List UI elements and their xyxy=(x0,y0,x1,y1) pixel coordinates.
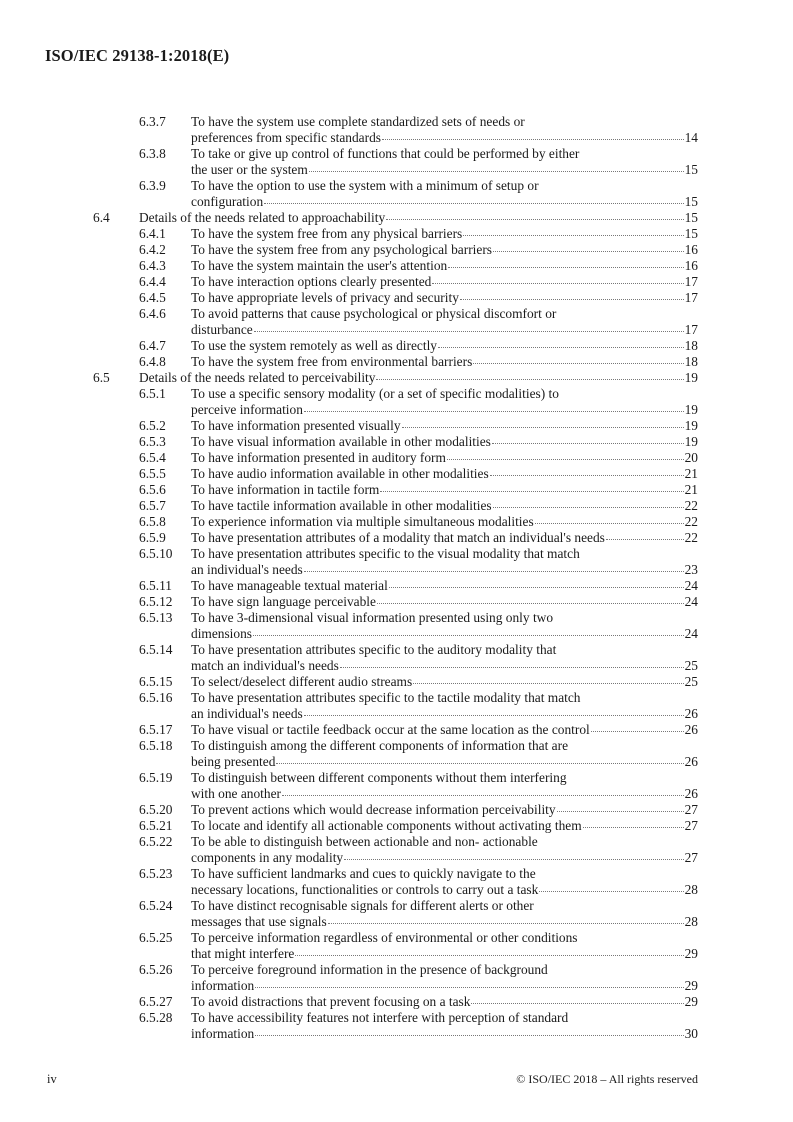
toc-entry[interactable] xyxy=(93,338,698,354)
toc-entry-page: 15 xyxy=(684,226,698,241)
dot-leader xyxy=(264,202,683,204)
toc-entry[interactable] xyxy=(93,802,698,818)
dot-leader xyxy=(282,794,684,796)
toc-entry-title-line: To have 3-dimensional visual information presented using only two xyxy=(191,610,554,625)
toc-entry[interactable] xyxy=(93,290,698,306)
toc-entry[interactable] xyxy=(93,210,698,226)
toc-entry[interactable] xyxy=(93,274,698,290)
dot-leader xyxy=(340,666,684,668)
dot-leader xyxy=(432,282,683,284)
toc-entry-title-line: To prevent actions which would decrease information perceivability xyxy=(191,802,556,817)
toc-entry-page: 26 xyxy=(684,706,698,721)
toc-entry-page: 15 xyxy=(684,162,698,177)
toc-entry-page: 28 xyxy=(684,914,698,929)
dot-leader xyxy=(377,602,684,604)
toc-entry-title-line: necessary locations, functionalities or controls to carry out a task xyxy=(191,882,539,897)
dot-leader xyxy=(447,458,684,460)
toc-entry-title-line: To perceive information regardless of environmental or other conditions xyxy=(191,930,578,945)
toc-entry-title-line: To have manageable textual material xyxy=(191,578,388,593)
toc-entry-page: 19 xyxy=(684,402,698,417)
toc-entry-title-line: To have sufficient landmarks and cues to quickly navigate to the xyxy=(191,866,536,881)
dot-leader xyxy=(413,682,683,684)
toc-entry-title-line: To have information in tactile form xyxy=(191,482,380,497)
toc-entry-page: 24 xyxy=(684,594,698,609)
toc-entry-number: 6.5.5 xyxy=(139,466,166,481)
toc-entry-title-line: information xyxy=(191,1026,255,1041)
dot-leader xyxy=(492,442,684,444)
toc-entry-number: 6.5.25 xyxy=(139,930,173,945)
toc-entry-title-line: To have appropriate levels of privacy and security xyxy=(191,290,459,305)
toc-entry-title-line: To take or give up control of functions that could be performed by either xyxy=(191,146,580,161)
toc-entry-number: 6.4.7 xyxy=(139,338,166,353)
toc-entry[interactable] xyxy=(93,178,698,210)
toc-entry-page: 16 xyxy=(684,242,698,257)
toc-entry-title-line: disturbance xyxy=(191,322,253,337)
toc-entry-number: 6.5.6 xyxy=(139,482,166,497)
table-of-contents xyxy=(93,114,698,1042)
toc-entry-title-line: match an individual's needs xyxy=(191,658,339,673)
toc-entry-page: 17 xyxy=(684,322,698,337)
toc-entry[interactable] xyxy=(93,722,698,738)
toc-entry[interactable] xyxy=(93,514,698,530)
toc-entry-page: 25 xyxy=(684,674,698,689)
toc-entry-page: 24 xyxy=(684,626,698,641)
toc-entry-number: 6.5.20 xyxy=(139,802,173,817)
toc-entry-title-line: preferences from specific standards xyxy=(191,130,381,145)
toc-entry-number: 6.5.19 xyxy=(139,770,173,785)
document-id-header: ISO/IEC 29138-1:2018(E) xyxy=(45,46,230,65)
toc-entry[interactable] xyxy=(93,226,698,242)
toc-entry-title-line: To have presentation attributes specific to the tactile modality that match xyxy=(191,690,581,705)
toc-entry-page: 17 xyxy=(684,290,698,305)
dot-leader xyxy=(255,986,683,988)
dot-leader xyxy=(490,474,684,476)
toc-entry[interactable] xyxy=(93,770,698,802)
copyright-notice: © ISO/IEC 2018 – All rights reserved xyxy=(516,1072,698,1086)
dot-leader xyxy=(254,330,684,332)
toc-entry-title-line: information xyxy=(191,978,255,993)
dot-leader xyxy=(606,538,684,540)
dot-leader xyxy=(344,858,684,860)
dot-leader xyxy=(438,346,684,348)
toc-entry-number: 6.5.15 xyxy=(139,674,173,689)
toc-entry-title-line: To distinguish among the different components of information that are xyxy=(191,738,569,753)
dot-leader xyxy=(309,170,684,172)
dot-leader xyxy=(448,266,683,268)
toc-entry-page: 17 xyxy=(684,274,698,289)
dot-leader xyxy=(380,490,683,492)
toc-entry-number: 6.5.2 xyxy=(139,418,166,433)
toc-entry-title-line: Details of the needs related to approachability xyxy=(139,210,386,225)
dot-leader xyxy=(402,426,684,428)
toc-entry-title-line: To have visual or tactile feedback occur at the same location as the control xyxy=(191,722,590,737)
toc-entry-page: 30 xyxy=(684,1026,698,1041)
toc-entry[interactable] xyxy=(93,482,698,498)
toc-entry-page: 22 xyxy=(684,514,698,529)
toc-entry-page: 27 xyxy=(684,802,698,817)
toc-entry-number: 6.4.3 xyxy=(139,258,166,273)
dot-leader xyxy=(535,522,684,524)
dot-leader xyxy=(382,138,684,140)
toc-entry[interactable] xyxy=(93,818,698,834)
toc-entry-title-line: To use the system remotely as well as directly xyxy=(191,338,437,353)
toc-entry-title-line: To have presentation attributes of a modality that match an individual's needs xyxy=(191,530,605,545)
toc-entry-number: 6.5.26 xyxy=(139,962,173,977)
toc-entry-title-line: To perceive foreground information in the presence of background xyxy=(191,962,548,977)
toc-entry-title-line: To have interaction options clearly presented xyxy=(191,274,432,289)
dot-leader xyxy=(463,234,683,236)
toc-entry-title-line: To have audio information available in other modalities xyxy=(191,466,489,481)
toc-entry-page: 26 xyxy=(684,722,698,737)
toc-entry-page: 27 xyxy=(684,818,698,833)
toc-entry[interactable] xyxy=(93,370,698,386)
toc-entry-title-line: an individual's needs xyxy=(191,706,303,721)
toc-entry-title-line: with one another xyxy=(191,786,281,801)
toc-entry-number: 6.5.9 xyxy=(139,530,166,545)
toc-entry-number: 6.5.22 xyxy=(139,834,173,849)
toc-entry-title-line: Details of the needs related to perceivability xyxy=(139,370,376,385)
toc-entry-page: 22 xyxy=(684,498,698,513)
toc-entry-title-line: being presented xyxy=(191,754,276,769)
toc-entry-page: 19 xyxy=(684,418,698,433)
toc-entry-number: 6.5.1 xyxy=(139,386,166,401)
toc-entry[interactable] xyxy=(93,610,698,642)
toc-entry[interactable] xyxy=(93,642,698,674)
toc-entry[interactable] xyxy=(93,546,698,578)
toc-entry-number: 6.4.8 xyxy=(139,354,166,369)
dot-leader xyxy=(557,810,684,812)
toc-entry[interactable] xyxy=(93,962,698,994)
toc-entry-title-line: To have presentation attributes specific to the visual modality that match xyxy=(191,546,580,561)
toc-entry-number: 6.4 xyxy=(93,210,110,225)
toc-entry-page: 19 xyxy=(684,434,698,449)
toc-entry-page: 18 xyxy=(684,354,698,369)
toc-entry-number: 6.5.13 xyxy=(139,610,173,625)
toc-entry-number: 6.5.4 xyxy=(139,450,166,465)
toc-entry[interactable] xyxy=(93,242,698,258)
toc-entry-page: 18 xyxy=(684,338,698,353)
toc-entry-page: 29 xyxy=(684,994,698,1009)
dot-leader xyxy=(389,586,684,588)
toc-entry-number: 6.5.24 xyxy=(139,898,173,913)
toc-entry[interactable] xyxy=(93,674,698,690)
toc-entry-title-line: To have the option to use the system with a minimum of setup or xyxy=(191,178,539,193)
toc-entry[interactable] xyxy=(93,594,698,610)
toc-entry-number: 6.5.27 xyxy=(139,994,173,1009)
toc-entry-number: 6.5.28 xyxy=(139,1010,173,1025)
toc-entry-title-line: To have sign language perceivable xyxy=(191,594,376,609)
toc-entry-title-line: dimensions xyxy=(191,626,253,641)
toc-entry-number: 6.5.3 xyxy=(139,434,166,449)
toc-entry-number: 6.5.10 xyxy=(139,546,173,561)
toc-entry-number: 6.4.5 xyxy=(139,290,166,305)
toc-entry-title-line: To have accessibility features not interfere with perception of standard xyxy=(191,1010,569,1025)
toc-entry-number: 6.5.17 xyxy=(139,722,173,737)
toc-entry-title-line: configuration xyxy=(191,194,264,209)
toc-entry-title-line: To avoid distractions that prevent focusing on a task xyxy=(191,994,471,1009)
toc-entry-title-line: To have information presented visually xyxy=(191,418,401,433)
toc-entry-page: 22 xyxy=(684,530,698,545)
dot-leader xyxy=(539,890,683,892)
toc-entry[interactable] xyxy=(93,434,698,450)
toc-entry-title-line: To have presentation attributes specific to the auditory modality that xyxy=(191,642,557,657)
toc-entry[interactable] xyxy=(93,498,698,514)
toc-entry-title-line: To have the system maintain the user's attention xyxy=(191,258,448,273)
toc-entry-number: 6.5.8 xyxy=(139,514,166,529)
dot-leader xyxy=(328,922,684,924)
toc-entry[interactable] xyxy=(93,354,698,370)
toc-entry-title-line: that might interfere xyxy=(191,946,295,961)
toc-entry-page: 15 xyxy=(684,194,698,209)
dot-leader xyxy=(255,1034,683,1036)
toc-entry-title-line: To select/deselect different audio streams xyxy=(191,674,413,689)
toc-entry[interactable] xyxy=(93,530,698,546)
toc-entry-page: 21 xyxy=(684,482,698,497)
toc-entry-title-line: To have the system free from environmental barriers xyxy=(191,354,473,369)
toc-entry-number: 6.5.18 xyxy=(139,738,173,753)
toc-entry-title-line: To use a specific sensory modality (or a set of specific modalities) to xyxy=(191,386,559,401)
dot-leader xyxy=(493,506,684,508)
toc-entry-title-line: To have the system free from any physical barriers xyxy=(191,226,463,241)
dot-leader xyxy=(471,1002,683,1004)
toc-entry-number: 6.5.16 xyxy=(139,690,173,705)
toc-entry-title-line: To have information presented in auditory form xyxy=(191,450,446,465)
toc-entry-number: 6.5.21 xyxy=(139,818,173,833)
toc-entry[interactable] xyxy=(93,258,698,274)
page-number: iv xyxy=(47,1072,57,1086)
toc-entry[interactable] xyxy=(93,898,698,930)
toc-entry[interactable] xyxy=(93,466,698,482)
dot-leader xyxy=(591,730,684,732)
dot-leader xyxy=(295,954,683,956)
toc-entry-number: 6.3.9 xyxy=(139,178,166,193)
toc-entry-number: 6.3.7 xyxy=(139,114,166,129)
dot-leader xyxy=(304,410,684,412)
toc-entry[interactable] xyxy=(93,450,698,466)
toc-entry-page: 20 xyxy=(684,450,698,465)
dot-leader xyxy=(304,570,684,572)
toc-entry[interactable] xyxy=(93,994,698,1010)
toc-entry-page: 26 xyxy=(684,754,698,769)
toc-entry-title-line: perceive information xyxy=(191,402,303,417)
toc-entry-title-line: To have visual information available in other modalities xyxy=(191,434,491,449)
toc-entry[interactable] xyxy=(93,690,698,722)
toc-entry-page: 29 xyxy=(684,946,698,961)
toc-entry-page: 25 xyxy=(684,658,698,673)
toc-entry-number: 6.3.8 xyxy=(139,146,166,161)
toc-entry-page: 19 xyxy=(684,370,698,385)
dot-leader xyxy=(376,378,683,380)
toc-entry-page: 27 xyxy=(684,850,698,865)
toc-entry-page: 15 xyxy=(684,210,698,225)
dot-leader xyxy=(386,218,683,220)
toc-entry[interactable] xyxy=(93,1010,698,1042)
dot-leader xyxy=(253,634,684,636)
toc-entry-number: 6.4.2 xyxy=(139,242,166,257)
toc-entry-page: 24 xyxy=(684,578,698,593)
dot-leader xyxy=(276,762,683,764)
toc-entry-number: 6.5.14 xyxy=(139,642,173,657)
toc-entry[interactable] xyxy=(93,738,698,770)
toc-entry[interactable] xyxy=(93,306,698,338)
toc-entry[interactable] xyxy=(93,834,698,866)
dot-leader xyxy=(583,826,684,828)
toc-entry-page: 16 xyxy=(684,258,698,273)
toc-entry-page: 26 xyxy=(684,786,698,801)
toc-entry-number: 6.5.11 xyxy=(139,578,172,593)
toc-entry-title-line: To have distinct recognisable signals for different alerts or other xyxy=(191,898,534,913)
toc-entry-title-line: messages that use signals xyxy=(191,914,327,929)
toc-entry-number: 6.5 xyxy=(93,370,110,385)
toc-entry-page: 14 xyxy=(684,130,698,145)
toc-entry-title-line: components in any modality xyxy=(191,850,344,865)
toc-entry[interactable] xyxy=(93,114,698,146)
toc-entry-title-line: To experience information via multiple simultaneous modalities xyxy=(191,514,534,529)
dot-leader xyxy=(473,362,683,364)
toc-entry-title-line: the user or the system xyxy=(191,162,308,177)
dot-leader xyxy=(493,250,684,252)
toc-entry-page: 29 xyxy=(684,978,698,993)
toc-entry[interactable] xyxy=(93,578,698,594)
toc-entry-number: 6.5.23 xyxy=(139,866,173,881)
toc-entry-number: 6.5.12 xyxy=(139,594,173,609)
toc-entry-title-line: To have the system free from any psychological barriers xyxy=(191,242,492,257)
toc-entry-title-line: an individual's needs xyxy=(191,562,303,577)
toc-entry-title-line: To distinguish between different components without them interfering xyxy=(191,770,567,785)
toc-entry[interactable] xyxy=(93,866,698,898)
toc-entry-page: 23 xyxy=(684,562,698,577)
toc-entry-number: 6.5.7 xyxy=(139,498,166,513)
toc-entry-title-line: To be able to distinguish between actionable and non- actionable xyxy=(191,834,538,849)
toc-entry-page: 21 xyxy=(684,466,698,481)
toc-entry-title-line: To have the system use complete standardized sets of needs or xyxy=(191,114,525,129)
toc-entry-title-line: To locate and identify all actionable components without activating them xyxy=(191,818,582,833)
toc-entry-title-line: To have tactile information available in other modalities xyxy=(191,498,492,513)
dot-leader xyxy=(304,714,684,716)
toc-entry[interactable] xyxy=(93,418,698,434)
dot-leader xyxy=(460,298,684,300)
toc-entry-page: 28 xyxy=(684,882,698,897)
toc-entry-number: 6.4.1 xyxy=(139,226,166,241)
toc-entry[interactable] xyxy=(93,146,698,178)
toc-entry-title-line: To avoid patterns that cause psychological or physical discomfort or xyxy=(191,306,557,321)
toc-entry-number: 6.4.4 xyxy=(139,274,166,289)
toc-entry[interactable] xyxy=(93,930,698,962)
toc-entry[interactable] xyxy=(93,386,698,418)
toc-entry-number: 6.4.6 xyxy=(139,306,166,321)
